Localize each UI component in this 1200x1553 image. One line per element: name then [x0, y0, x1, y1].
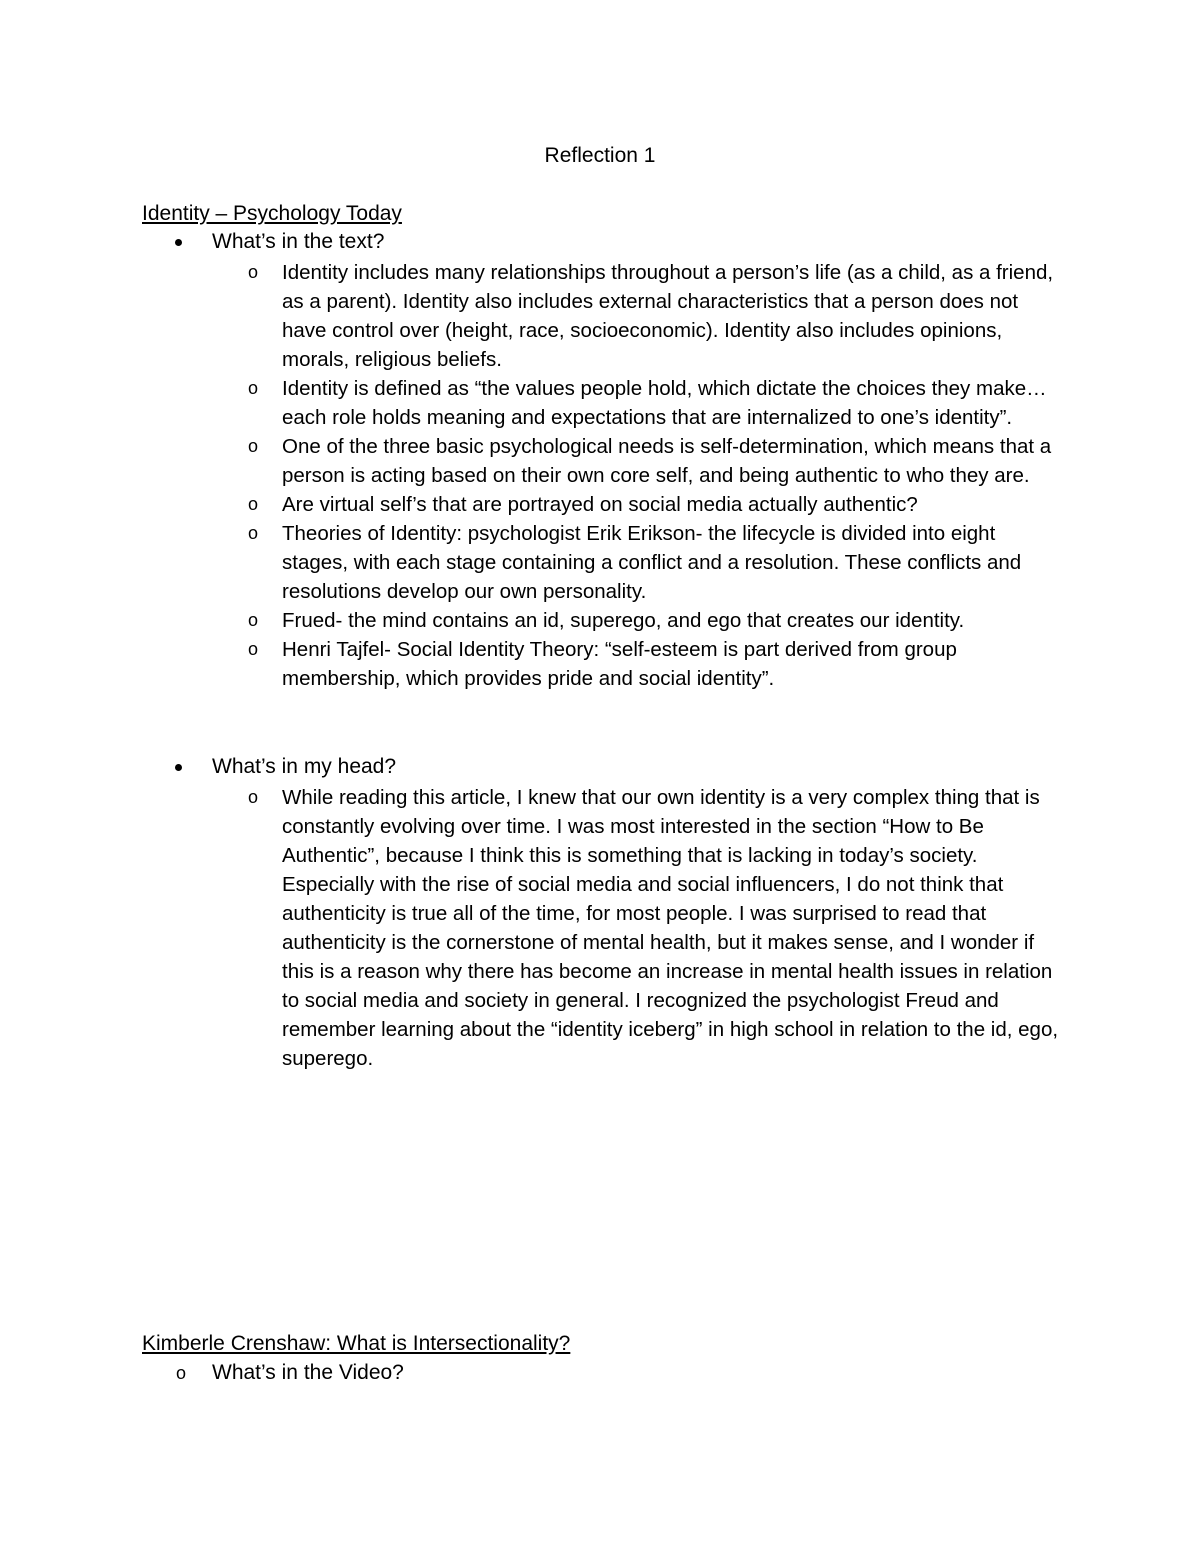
circle-bullet-icon: o [176, 1363, 187, 1383]
section-heading-intersectionality: Kimberle Crenshaw: What is Intersectionality? [142, 1332, 571, 1355]
list-item: o One of the three basic psychological needs is self-determination, which means that a person is acting based on their own core self, and being authentic to who they are. [282, 432, 1062, 490]
bullet-whats-in-my-head [212, 753, 396, 781]
bullet-dot-icon [175, 764, 182, 771]
circle-bullet-icon: o [248, 378, 259, 398]
bullet-whats-in-the-text [212, 228, 384, 256]
text-notes-list [248, 258, 1062, 693]
bullet-dot-icon [175, 239, 182, 246]
list-item: o Identity is defined as “the values people hold, which dictate the choices they make…each role holds meaning and expectations that are internalized to one’s identity”. [282, 374, 1062, 432]
list-item: o Theories of Identity: psychologist Erik Erikson- the lifecycle is divided into eight stages, with each stage containing a conflict and a resolution. These conflicts and resolutions develop our own personality. [282, 519, 1062, 606]
circle-bullet-icon: o [248, 494, 259, 514]
head-notes-list [248, 783, 1062, 1073]
list-item-whats-in-the-video: What’s in the Video? [212, 1361, 404, 1384]
circle-bullet-icon: o [248, 787, 259, 807]
circle-bullet-icon: o [248, 262, 259, 282]
document-title: Reflection 1 [544, 144, 656, 167]
circle-bullet-icon: o [248, 523, 259, 543]
circle-bullet-icon: o [248, 639, 259, 659]
bullet-label: What’s in my head? [212, 755, 397, 778]
list-item: o Are virtual self’s that are portrayed on social media actually authentic? [282, 490, 1062, 519]
bullet-label: What’s in the text? [212, 230, 385, 253]
list-item: o Identity includes many relationships throughout a person’s life (as a child, as a friend, as a parent). Identity also includes external characteristics that a person does not have control over (height, race, socioeconomic). Identity also includes opinions, morals, religious beliefs. [282, 258, 1062, 374]
list-item: o Henri Tajfel- Social Identity Theory: “self-esteem is part derived from group membership, which provides pride and social identity”. [282, 635, 1062, 693]
list-item: o While reading this article, I knew that our own identity is a very complex thing that is constantly evolving over time. I was most interested in the section “How to Be Authentic”, because I think this is something that is lacking in today’s society. Especially with the rise of social media and social influencers, I do not think that authenticity is true all of the time, for most people. I was surprised to read that authenticity is the cornerstone of mental health, but it makes sense, and I wonder if this is a reason why there has become an increase in mental health issues in relation to social media and society in general. I recognized the psychologist Freud and remember learning about the “identity iceberg” in high school in relation to the id, ego, superego. [282, 783, 1062, 1073]
circle-bullet-icon: o [248, 610, 259, 630]
list-item: o Frued- the mind contains an id, superego, and ego that creates our identity. [282, 606, 1062, 635]
section-heading-identity: Identity – Psychology Today [142, 202, 402, 225]
circle-bullet-icon: o [248, 436, 259, 456]
